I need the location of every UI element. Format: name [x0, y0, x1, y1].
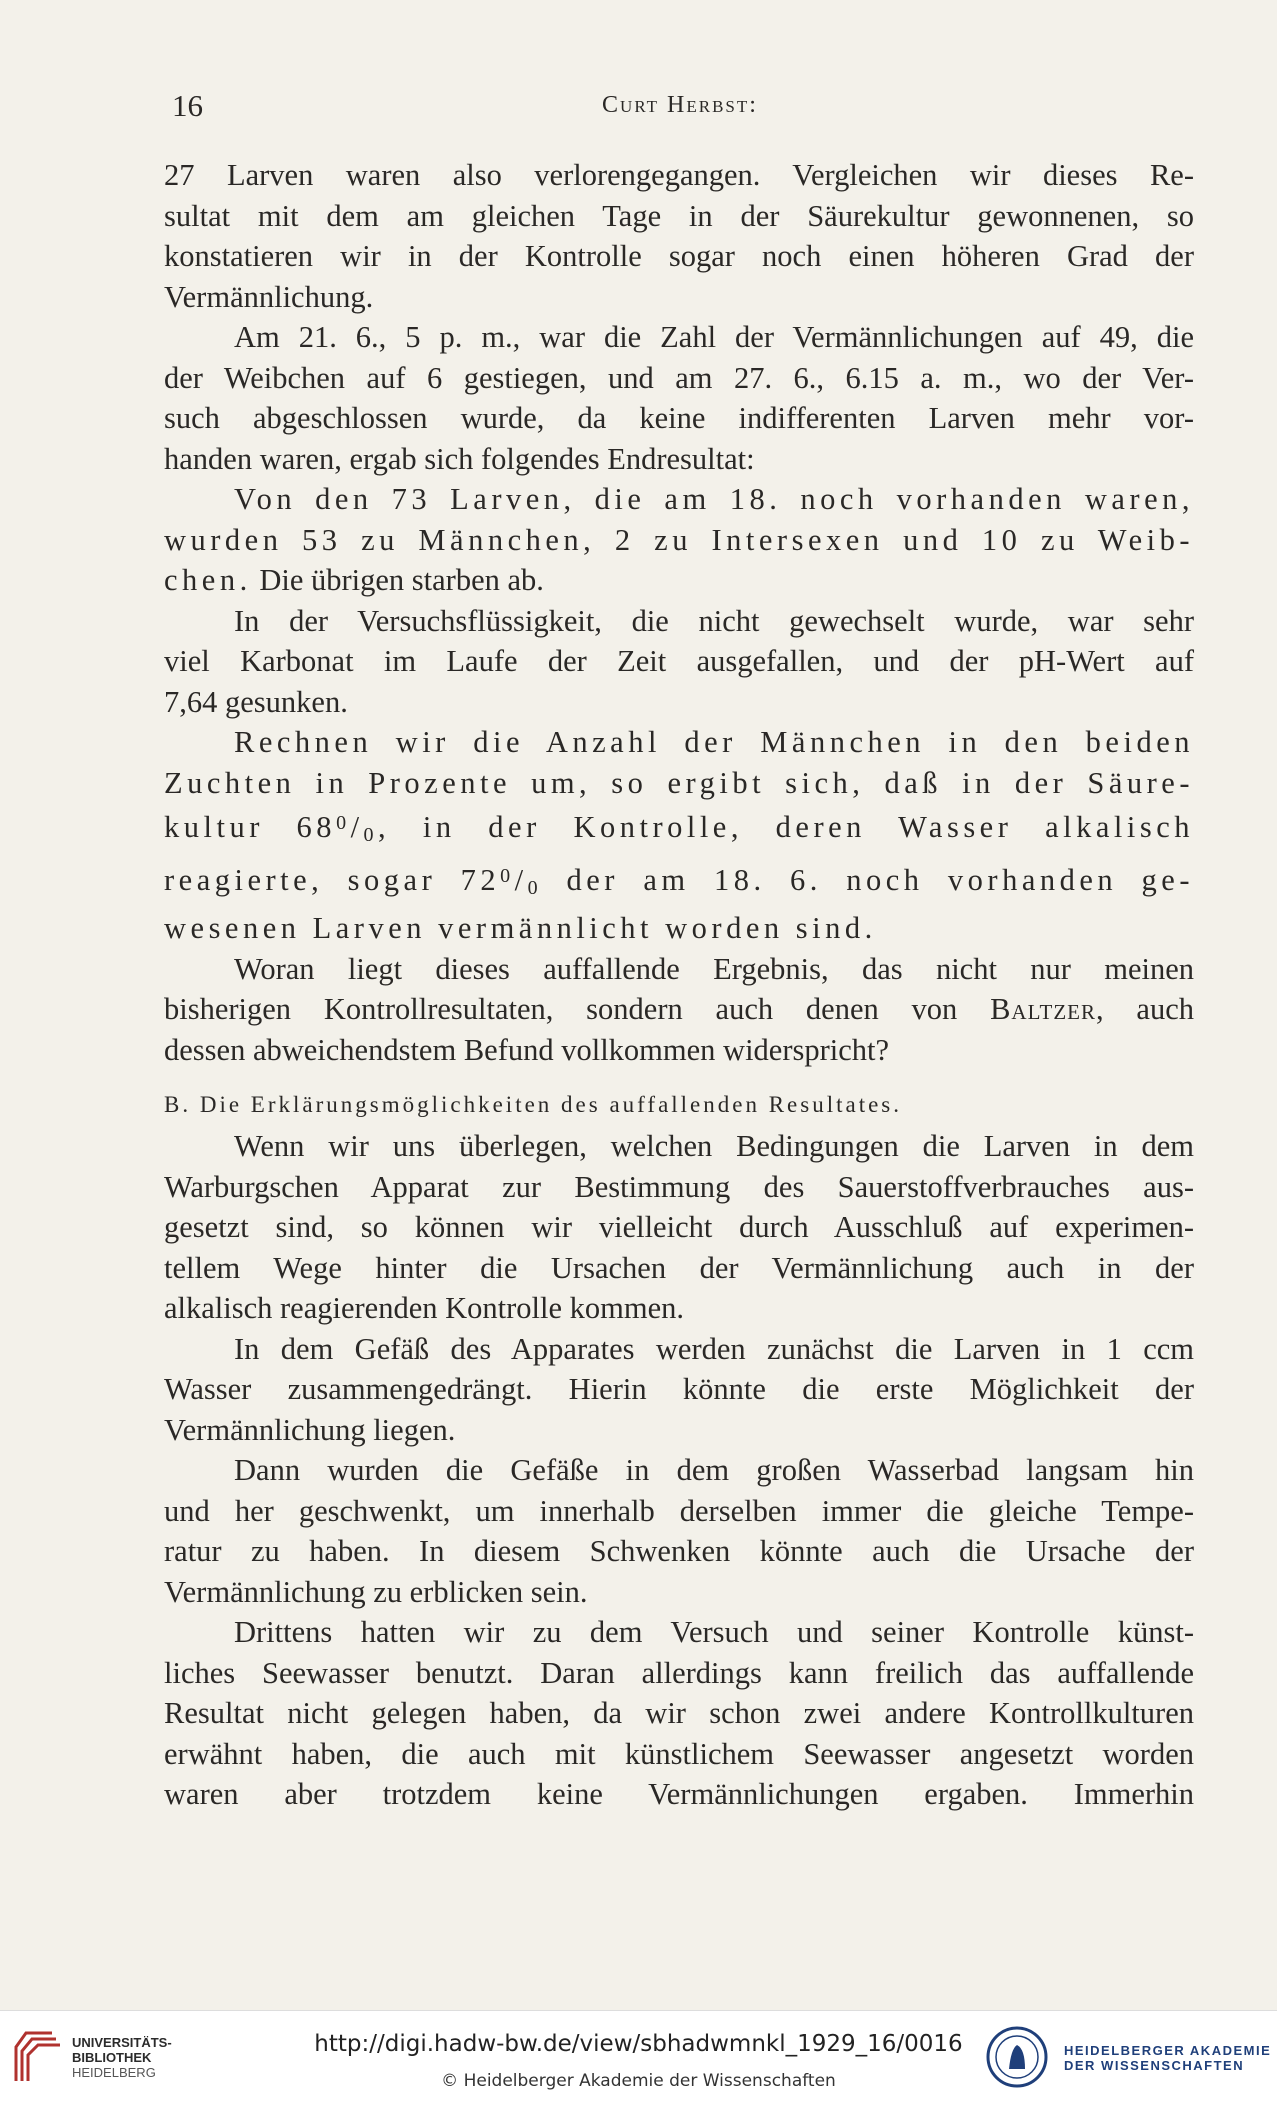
viewer-footer: [0, 2010, 1277, 2103]
text-line: alkalisch reagierenden Kontrolle kommen.: [164, 1291, 685, 1325]
text-line: Drittens hatten wir zu dem Versuch und seiner Kontrolle künst-: [234, 1615, 1194, 1649]
text-line: Zuchten in Prozente um, so ergibt sich, daß in der Säure-: [164, 765, 1194, 800]
text-line: waren aber trotzdem keine Vermännlichungen ergaben. Immerhin: [164, 1777, 1194, 1811]
page-number: 16: [172, 88, 203, 123]
text-line: gesetzt sind, so können wir vielleicht durch Ausschluß auf experimen-: [164, 1210, 1194, 1244]
paragraph-4: [164, 601, 1194, 723]
text-line: wurden 53 zu Männchen, 2 zu Intersexen und 10 zu Weib-: [164, 522, 1194, 557]
academy-name: [1064, 2043, 1271, 2073]
paragraph-6: [164, 949, 1194, 1071]
paragraph-3: [164, 479, 1194, 601]
text-line: viel Karbonat im Laufe der Zeit ausgefallen, und der pH-Wert auf: [164, 644, 1194, 678]
text-span: , in der Kontrolle, deren Wasser alkalisch: [378, 810, 1194, 844]
text-line: erwähnt haben, die auch mit künstlichem Seewasser angesetzt worden: [164, 1736, 1194, 1771]
text-span: reagierte, sogar 72: [164, 862, 501, 897]
text-line: Vermännlichung zu erblicken sein.: [164, 1574, 588, 1609]
text-line: tellem Wege hinter die Ursachen der Vermännlichung auch in der: [164, 1250, 1194, 1285]
academy-seal-logo: [985, 2025, 1049, 2089]
ub-line: UNIVERSITÄTS-: [72, 2035, 172, 2050]
text-line: Von den 73 Larven, die am 18. noch vorhanden waren,: [234, 482, 1194, 516]
text-line: Woran liegt dieses auffallende Ergebnis, das nicht nur meinen: [234, 951, 1194, 986]
text-span: , auch: [1096, 992, 1194, 1026]
text-line: konstatieren wir in der Kontrolle sogar noch einen höheren Grad der: [164, 239, 1194, 273]
text-span: Die übrigen starben ab.: [251, 563, 544, 597]
text-line: sultat mit dem am gleichen Tage in der Säurekultur gewonnenen, so: [164, 198, 1194, 233]
text-line: 27 Larven waren also verlorengegangen. Vergleichen wir dieses Re-: [164, 158, 1194, 192]
paragraph-1: [164, 155, 1194, 317]
text-line: Warburgschen Apparat zur Bestimmung des Sauerstoffverbrauches aus-: [164, 1169, 1194, 1204]
page-header: [160, 88, 1200, 128]
text-line: und her geschwenkt, um innerhalb derselben immer die gleiche Tempe-: [164, 1493, 1194, 1528]
text-line: liches Seewasser benutzt. Daran allerdings kann freilich das auffallende: [164, 1655, 1194, 1690]
paragraph-9: [164, 1450, 1194, 1612]
copyright-notice: © Heidelberger Akademie der Wissenschaften: [441, 2071, 836, 2091]
text-span: der am 18. 6. noch vorhanden ge-: [542, 862, 1194, 897]
text-line: handen waren, ergab sich folgendes Endresultat:: [164, 441, 755, 476]
slash: /: [514, 862, 528, 897]
text-line: Wenn wir uns überlegen, welchen Bedingungen die Larven in dem: [234, 1129, 1194, 1163]
slash: /: [350, 810, 364, 844]
permalink-url[interactable]: http://digi.hadw-bw.de/view/sbhadwmnkl_1929_16/0016: [314, 2031, 963, 2057]
text-line: In der Versuchsflüssigkeit, die nicht gewechselt wurde, war sehr: [234, 603, 1194, 638]
text-line: dessen abweichendstem Befund vollkommen widerspricht?: [164, 1032, 890, 1067]
superscript: 0: [336, 812, 351, 834]
text-line: Vermännlichung.: [164, 279, 374, 314]
text-span: kultur 68: [164, 810, 337, 844]
author-name: Baltzer: [990, 992, 1096, 1026]
text-line: Am 21. 6., 5 p. m., war die Zahl der Vermännlichungen auf 49, die: [234, 320, 1194, 354]
text-span: chen.: [164, 563, 252, 597]
text-line: such abgeschlossen wurde, da keine indifferenten Larven mehr vor-: [164, 401, 1194, 435]
text-line: Rechnen wir die Anzahl der Männchen in den beiden: [234, 725, 1194, 759]
text-line: [164, 803, 1194, 856]
ub-line: BIBLIOTHEK: [72, 2050, 152, 2065]
subscript: 0: [363, 824, 379, 846]
superscript: 0: [500, 864, 515, 887]
subscript: 0: [527, 876, 543, 899]
text-line: 7,64 gesunken.: [164, 684, 348, 719]
text-span: bisherigen Kontrollresultaten, sondern auch denen von: [164, 992, 991, 1026]
text-line: Vermännlichung liegen.: [164, 1412, 456, 1447]
text-line: Dann wurden die Gefäße in dem großen Wasserbad langsam hin: [234, 1453, 1194, 1487]
running-head: Curt Herbst:: [602, 92, 758, 118]
section-heading: B. Die Erklärungsmöglichkeiten des auffallenden Resultates.: [164, 1092, 903, 1117]
academy-line: HEIDELBERGER AKADEMIE: [1064, 2043, 1272, 2058]
text-line: [164, 989, 1194, 1030]
ub-line: HEIDELBERG: [72, 2065, 156, 2080]
text-line: wesenen Larven vermännlicht worden sind.: [164, 911, 877, 945]
text-line: [164, 560, 1194, 601]
paragraph-5: [164, 722, 1194, 949]
text-line: Resultat nicht gelegen haben, da wir schon zwei andere Kontrollkulturen: [164, 1696, 1194, 1730]
paragraph-10: [164, 1612, 1194, 1815]
paragraph-8: [164, 1329, 1194, 1451]
text-line: der Weibchen auf 6 gestiegen, und am 27. 6., 6.15 a. m., wo der Ver-: [164, 360, 1194, 395]
text-line: In dem Gefäß des Apparates werden zunächst die Larven in 1 ccm: [234, 1331, 1194, 1366]
text-line: ratur zu haben. In diesem Schwenken könnte auch die Ursache der: [164, 1534, 1194, 1568]
paragraph-2: [164, 317, 1194, 479]
text-line: Wasser zusammengedrängt. Hierin könnte die erste Möglichkeit der: [164, 1372, 1194, 1406]
body-text: [164, 155, 1194, 1815]
paragraph-7: [164, 1126, 1194, 1329]
text-line: [164, 856, 1194, 909]
academy-line: DER WISSENSCHAFTEN: [1064, 2058, 1245, 2073]
